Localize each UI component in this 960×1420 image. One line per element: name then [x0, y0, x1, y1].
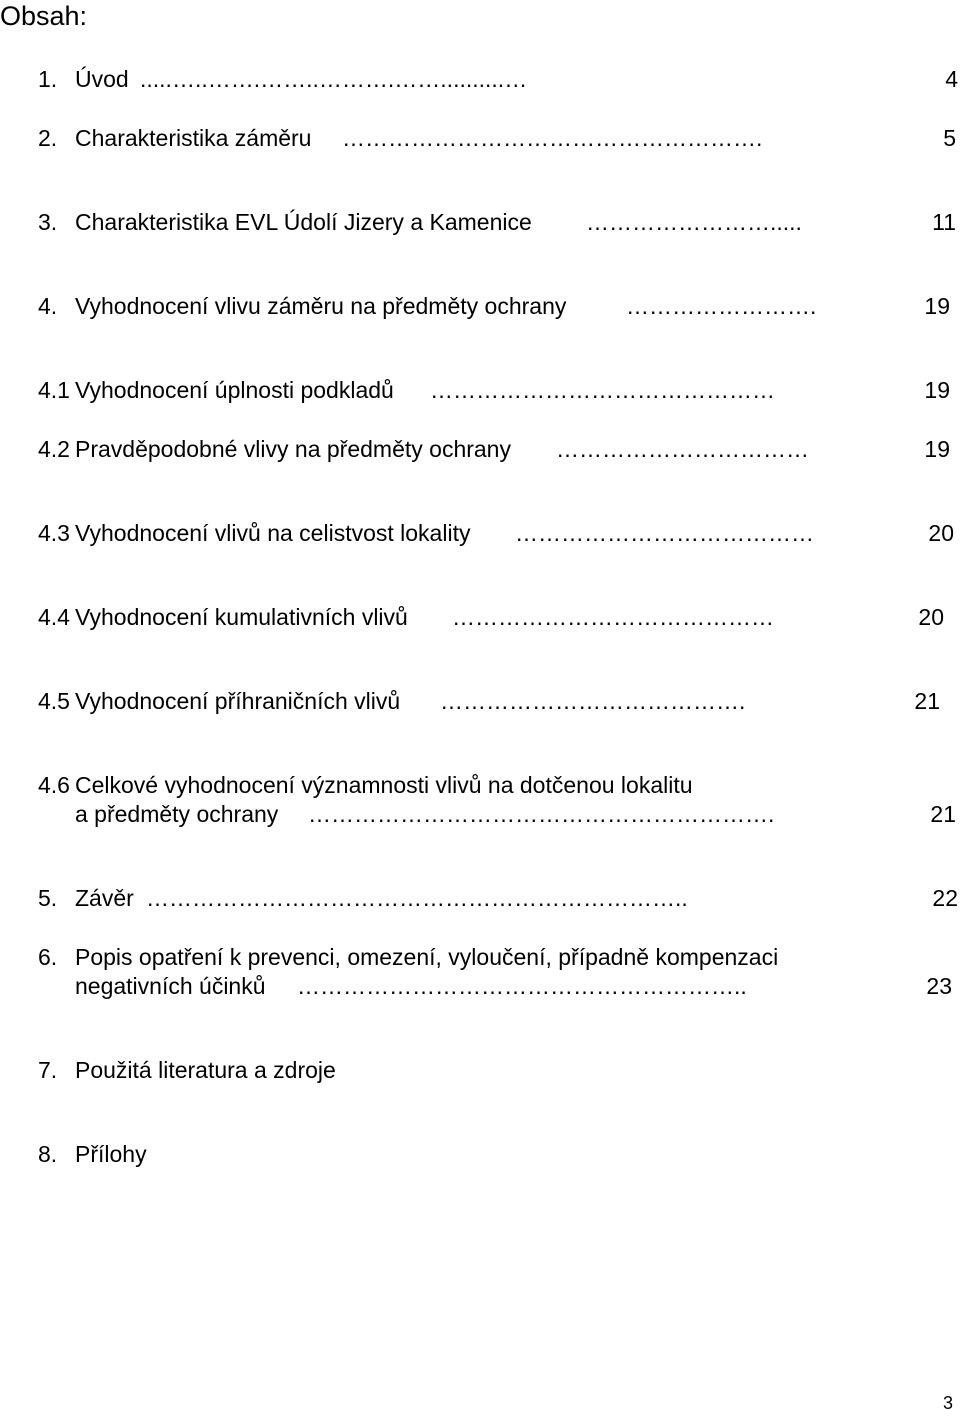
toc-number: 4.5: [38, 688, 70, 714]
toc-entry-5[interactable]: [0, 882, 960, 914]
toc-title: Pravděpodobné vlivy na předměty ochrany: [75, 436, 511, 462]
toc-leader: ………………………………………: [430, 377, 775, 403]
toc-page: 11: [932, 209, 956, 235]
toc-entry-8[interactable]: [0, 1138, 960, 1170]
toc-leader: ……………………………………………….: [342, 125, 763, 151]
toc-leader: ……………………………………: [452, 604, 774, 630]
toc-title: Použitá literatura a zdroje: [75, 1057, 336, 1083]
toc-leader: …………………….....: [586, 209, 802, 235]
toc-page: 21: [930, 801, 956, 827]
toc-number: 4.4: [38, 604, 70, 630]
toc-entry-4-1[interactable]: [0, 374, 960, 406]
toc-page: 23: [926, 973, 952, 999]
page-number: 3: [942, 1393, 953, 1413]
toc-page: 19: [924, 293, 950, 319]
toc-number: 4.1: [38, 377, 70, 403]
toc-leader: ………………………………….: [440, 688, 746, 714]
toc-title: Vyhodnocení úplnosti podkladů: [75, 377, 394, 403]
toc-page: 21: [914, 688, 940, 714]
toc-number: 4.6: [38, 772, 70, 798]
toc-number: 4.: [38, 293, 58, 319]
toc-entry-2[interactable]: [0, 122, 960, 154]
toc-number: 7.: [38, 1057, 58, 1083]
toc-entry-4-5[interactable]: [0, 685, 960, 717]
toc-title: Charakteristika EVL Údolí Jizery a Kamenice: [75, 209, 532, 235]
toc-title: Úvod: [75, 66, 129, 92]
toc-leader: …………………….: [626, 293, 817, 319]
toc-page: 20: [928, 520, 954, 546]
toc-entry-1[interactable]: [0, 63, 960, 95]
toc-entry-4-3[interactable]: [0, 517, 960, 549]
toc-number: 6.: [38, 944, 58, 970]
toc-page: 5: [943, 125, 956, 151]
toc-title: Vyhodnocení vlivů na celistvost lokality: [75, 520, 471, 546]
toc-entry-6[interactable]: [0, 941, 960, 973]
toc-entry-6-cont[interactable]: [0, 970, 960, 1002]
toc-entry-7[interactable]: [0, 1054, 960, 1086]
toc-page: 19: [924, 436, 950, 462]
toc-leader: .....…..…….……..……….……..........…: [140, 66, 528, 92]
toc-page: 22: [932, 885, 958, 911]
toc-leader: …………………………………………………….: [308, 801, 775, 827]
toc-leader: …………………………………………………..: [297, 973, 747, 999]
toc-number: 4.3: [38, 520, 70, 546]
toc-entry-3[interactable]: [0, 206, 960, 238]
toc-leader: ……………………………………………………………..: [146, 885, 688, 911]
toc-title: Závěr: [75, 885, 134, 911]
toc-title: Přílohy: [75, 1141, 147, 1167]
toc-entry-4-2[interactable]: [0, 433, 960, 465]
toc-entry-4[interactable]: [0, 290, 960, 322]
toc-number: 3.: [38, 209, 58, 235]
toc-number: 1.: [38, 66, 58, 92]
toc-title: Charakteristika záměru: [75, 125, 312, 151]
toc-number: 2.: [38, 125, 58, 151]
toc-title-continued: a předměty ochrany: [75, 801, 279, 827]
toc-title: Vyhodnocení příhraničních vlivů: [75, 688, 401, 714]
toc-leader: …………………………………: [515, 520, 814, 546]
toc-page: 4: [945, 66, 958, 92]
toc-number: 8.: [38, 1141, 58, 1167]
toc-title: Vyhodnocení kumulativních vlivů: [75, 604, 408, 630]
toc-leader: ……………………………: [556, 436, 809, 462]
toc-entry-4-6[interactable]: [0, 769, 960, 801]
toc-page: 19: [924, 377, 950, 403]
toc-title-continued: negativních účinků: [75, 973, 266, 999]
toc-title: Vyhodnocení vlivu záměru na předměty ochrany: [75, 293, 567, 319]
toc-title: Celkové vyhodnocení významnosti vlivů na dotčenou lokalitu: [75, 772, 693, 798]
toc-entry-4-4[interactable]: [0, 601, 960, 633]
toc-number: 5.: [38, 885, 58, 911]
toc-heading: Obsah:: [0, 1, 88, 31]
toc-entry-4-6-cont[interactable]: [0, 798, 960, 830]
toc-title: Popis opatření k prevenci, omezení, vyloučení, případně kompenzaci: [75, 944, 779, 970]
toc-page: 20: [918, 604, 944, 630]
toc-number: 4.2: [38, 436, 70, 462]
